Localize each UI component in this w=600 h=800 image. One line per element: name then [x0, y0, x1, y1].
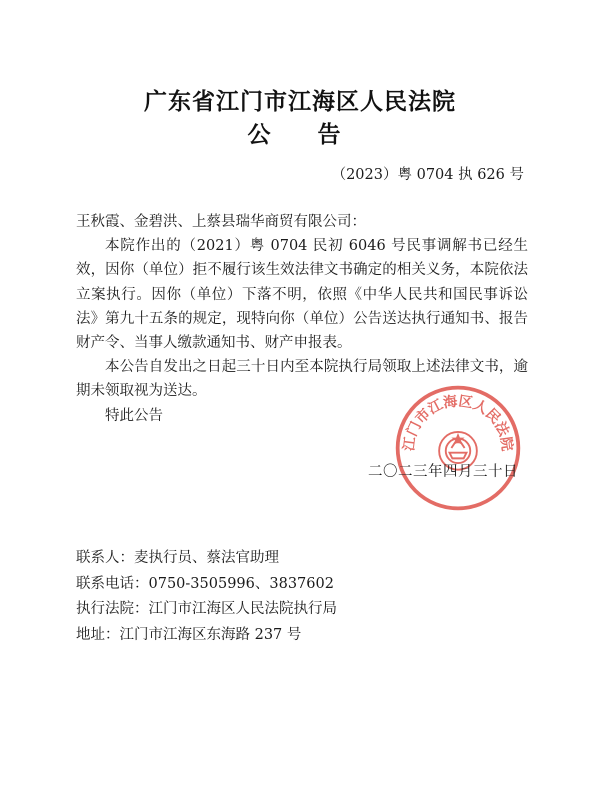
case-number: （2023）粤 0704 执 626 号: [331, 167, 524, 183]
court-address: 地址：江门市江海区东海路 237 号: [76, 626, 302, 643]
contact-block: [76, 546, 536, 648]
court-seal-stamp: [392, 382, 524, 514]
body-paragraph-2: 本公告自发出之日起三十日内至本院执行局领取上述法律文书，逾期未领取视为送达。: [76, 359, 528, 400]
closing-line: 特此公告: [105, 407, 163, 424]
issue-date: 二〇二三年四月三十日: [368, 464, 518, 480]
contact-phone: 联系电话：0750-3505996、3837602: [76, 575, 334, 592]
contact-persons: 联系人：麦执行员、蔡法官助理: [76, 550, 279, 566]
addressee-line: 王秋霞、金碧洪、上蔡县瑞华商贸有限公司：: [76, 214, 366, 230]
court-name-heading: 广东省江门市江海区人民法院: [144, 89, 456, 115]
seal-text: 江门市江海区人民法院: [401, 393, 515, 453]
executing-court: 执行法院：江门市江海区人民法院执行局: [76, 601, 337, 617]
document-type-heading: 公 告: [247, 122, 353, 148]
body-paragraph-1: 本院作出的（2021）粤 0704 民初 6046 号民事调解书已经生效，因你（单位）拒不履行该生效法律文书确定的相关义务，本院依法立案执行。因你（单位）下落不明，依照《中华人民共和国民事诉讼法》第九十五条的规定，现特向你（单位）公告送达执行通知书、报告财产令、当事人缴款通知书、财产申报表。: [76, 238, 528, 352]
